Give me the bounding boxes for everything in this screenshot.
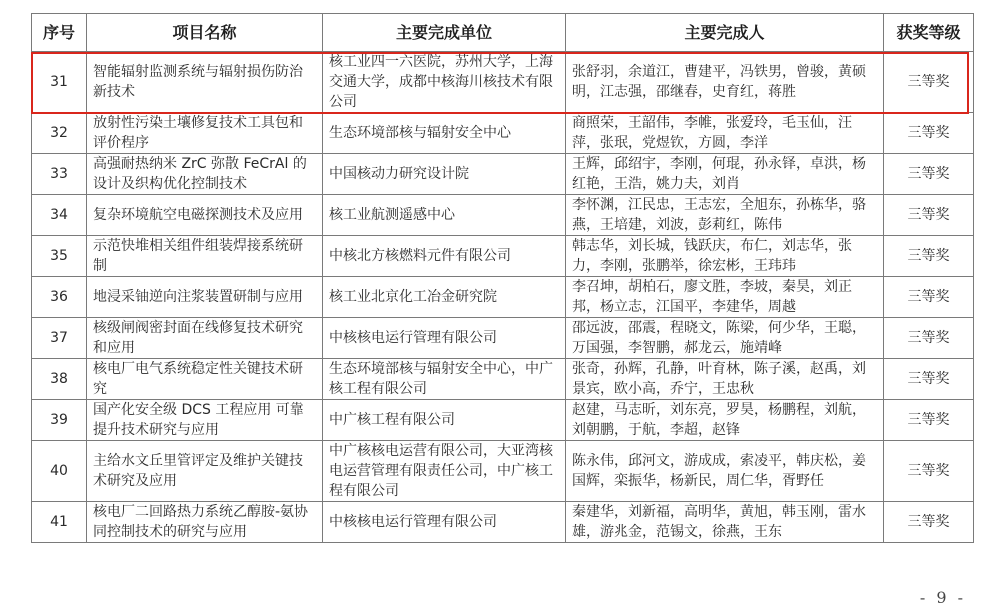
row-no: 40 xyxy=(32,441,87,502)
row-unit: 生态环境部核与辐射安全中心 xyxy=(323,113,566,154)
row-project-name: 主给水文丘里管评定及维护关键技术研究及应用 xyxy=(87,441,323,502)
row-no: 35 xyxy=(32,236,87,277)
row-people: 李召坤，胡柏石，廖文胜，李坡，秦昊，刘正邦，杨立志，江国平，李建华，周越 xyxy=(566,277,884,318)
row-people: 李怀渊，江民忠，王志宏，全旭东，孙栋华，骆燕，王培建，刘波，彭莉红，陈伟 xyxy=(566,195,884,236)
row-grade: 三等奖 xyxy=(884,236,974,277)
header-people: 主要完成人 xyxy=(566,14,884,52)
header-grade: 获奖等级 xyxy=(884,14,974,52)
row-people: 韩志华，刘长城，钱跃庆，布仁，刘志华，张力，李刚，张鹏举，徐宏彬，王玮玮 xyxy=(566,236,884,277)
awards-table xyxy=(31,13,974,543)
table-row xyxy=(32,113,974,154)
table-row xyxy=(32,195,974,236)
row-unit: 中核核电运行管理有限公司 xyxy=(323,502,566,543)
row-project-name: 核电厂电气系统稳定性关键技术研究 xyxy=(87,359,323,400)
row-project-name: 地浸采铀逆向注浆装置研制与应用 xyxy=(87,277,323,318)
table-row xyxy=(32,359,974,400)
table-row xyxy=(32,277,974,318)
row-unit: 中核北方核燃料元件有限公司 xyxy=(323,236,566,277)
row-project-name: 核级闸阀密封面在线修复技术研究和应用 xyxy=(87,318,323,359)
row-project-name: 核电厂二回路热力系统乙醇胺-氨协同控制技术的研究与应用 xyxy=(87,502,323,543)
page-number: - 9 - xyxy=(919,588,966,607)
header-unit: 主要完成单位 xyxy=(323,14,566,52)
table-row xyxy=(32,400,974,441)
row-grade: 三等奖 xyxy=(884,400,974,441)
row-project-name: 国产化安全级 DCS 工程应用 可靠提升技术研究与应用 xyxy=(87,400,323,441)
row-no: 38 xyxy=(32,359,87,400)
row-unit: 核工业四一六医院，苏州大学，上海交通大学，成都中核海川核技术有限公司 xyxy=(323,52,566,113)
row-no: 34 xyxy=(32,195,87,236)
row-people: 王辉，邱绍宇，李刚，何琨，孙永铎，卓洪，杨红艳，王浩，姚力夫，刘肖 xyxy=(566,154,884,195)
row-project-name: 复杂环境航空电磁探测技术及应用 xyxy=(87,195,323,236)
row-grade: 三等奖 xyxy=(884,359,974,400)
row-people: 秦建华，刘新福，高明华，黄旭，韩玉刚，雷水雄，游兆金，范锡文，徐燕，王东 xyxy=(566,502,884,543)
row-people: 邵远波，邵震，程晓文，陈梁，何少华，王聪，万国强，李智鹏，郝龙云，施靖峰 xyxy=(566,318,884,359)
row-people: 赵建，马志昕，刘东亮，罗昊，杨鹏程，刘航，刘朝鹏，于航，李超，赵锋 xyxy=(566,400,884,441)
row-unit: 中广核核电运营有限公司，大亚湾核电运营管理有限责任公司，中广核工程有限公司 xyxy=(323,441,566,502)
table-row xyxy=(32,154,974,195)
row-no: 36 xyxy=(32,277,87,318)
row-unit: 中国核动力研究设计院 xyxy=(323,154,566,195)
table-header-row xyxy=(32,14,974,52)
row-unit: 中核核电运行管理有限公司 xyxy=(323,318,566,359)
row-people: 张奇，孙辉，孔静，叶育林，陈子溪，赵禹，刘景宾，欧小高，乔宁，王忠秋 xyxy=(566,359,884,400)
row-no: 39 xyxy=(32,400,87,441)
row-project-name: 智能辐射监测系统与辐射损伤防治新技术 xyxy=(87,52,323,113)
row-people: 陈永伟，邱河文，游成成，索凌平，韩庆松，姜国辉，栾振华，杨新民，周仁华，胥野任 xyxy=(566,441,884,502)
row-grade: 三等奖 xyxy=(884,113,974,154)
row-unit: 核工业航测遥感中心 xyxy=(323,195,566,236)
table-row xyxy=(32,441,974,502)
row-no: 32 xyxy=(32,113,87,154)
table-row xyxy=(32,318,974,359)
row-unit: 中广核工程有限公司 xyxy=(323,400,566,441)
header-project-name: 项目名称 xyxy=(87,14,323,52)
header-no: 序号 xyxy=(32,14,87,52)
table-row xyxy=(32,52,974,113)
table-row xyxy=(32,502,974,543)
row-no: 37 xyxy=(32,318,87,359)
row-grade: 三等奖 xyxy=(884,502,974,543)
row-project-name: 高强耐热纳米 ZrC 弥散 FeCrAl 的设计及织构优化控制技术 xyxy=(87,154,323,195)
row-grade: 三等奖 xyxy=(884,318,974,359)
row-no: 41 xyxy=(32,502,87,543)
row-people: 商照荣，王韶伟，李帷，张爱玲，毛玉仙，汪萍，张珉，党煜钦，方圆，李洋 xyxy=(566,113,884,154)
table-row xyxy=(32,236,974,277)
row-people: 张舒羽，余道江，曹建平，冯铁男，曾骏，黄硕明，江志强，邵继春，史育红，蒋胜 xyxy=(566,52,884,113)
row-grade: 三等奖 xyxy=(884,154,974,195)
row-unit: 生态环境部核与辐射安全中心，中广核工程有限公司 xyxy=(323,359,566,400)
row-project-name: 示范快堆相关组件组装焊接系统研制 xyxy=(87,236,323,277)
row-no: 31 xyxy=(32,52,87,113)
row-unit: 核工业北京化工冶金研究院 xyxy=(323,277,566,318)
row-grade: 三等奖 xyxy=(884,277,974,318)
row-grade: 三等奖 xyxy=(884,441,974,502)
row-grade: 三等奖 xyxy=(884,195,974,236)
row-grade: 三等奖 xyxy=(884,52,974,113)
row-no: 33 xyxy=(32,154,87,195)
row-project-name: 放射性污染土壤修复技术工具包和评价程序 xyxy=(87,113,323,154)
